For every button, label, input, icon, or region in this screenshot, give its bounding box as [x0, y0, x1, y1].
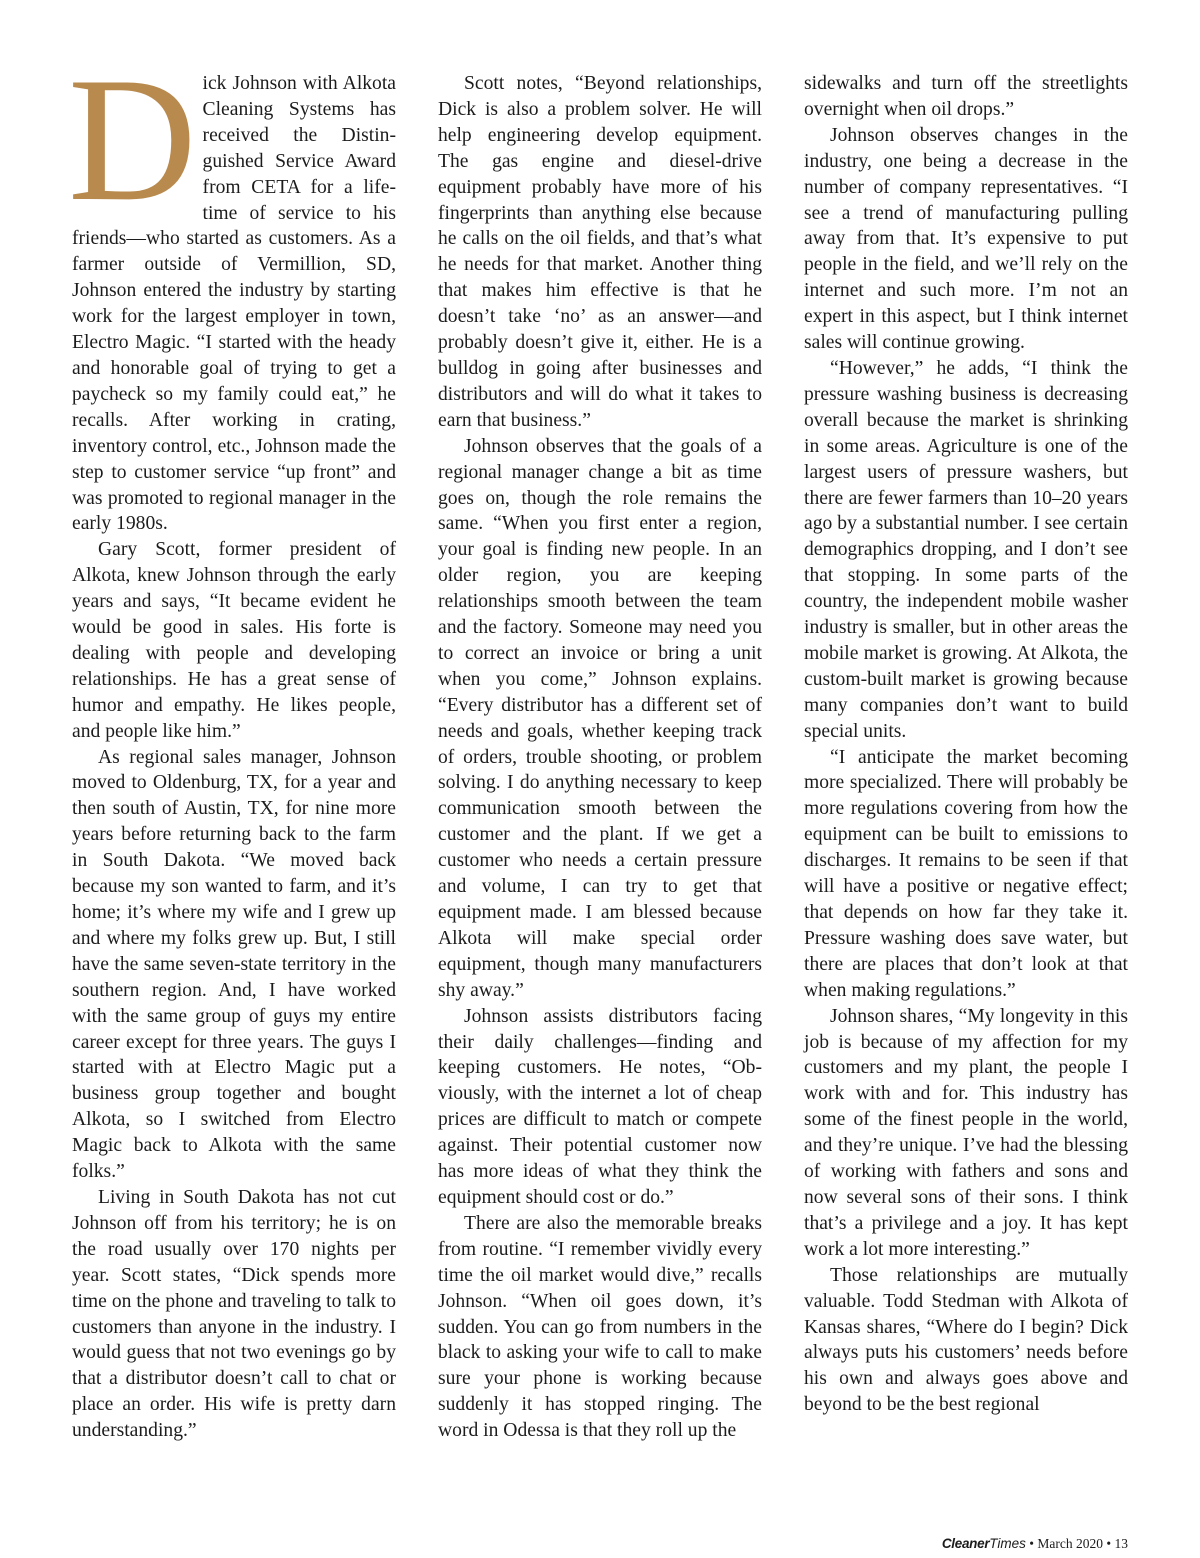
article-paragraph: “However,” he adds, “I think the pressure washing business is decreasing overall because the market is shrinking in some areas. Agriculture is one of the largest users of pressure washers, but there are fewer farmers than 10–20 years ago by a substantial number. I see certain demographics dropping, and I don’t see that stopping. In some parts of the country, the independent mobile washer industry is smaller, but in other areas the mobile market is growing. At Alkota, the custom-built market is growing because many companies don’t want to build special units. [804, 357, 1128, 742]
page-footer [942, 1536, 1128, 1552]
article-paragraph: “I anticipate the market becoming more specialized. There will probably be more regulations covering from how the equipment can be built to emissions to discharges. It remains to be seen if that will have a positive or negative effect; that depends on how far they take it. Pressure washing does save water, but there are places that don’t look at that when making regulations.” [804, 746, 1128, 1001]
article-column-1 [68, 40, 396, 1444]
drop-cap: D [68, 40, 197, 238]
article-column-3 [804, 71, 1128, 1418]
article-paragraph: Johnson assists distributors facing their daily challenges—finding and keeping customers. He notes, “Obviously, with the internet a lot of cheap prices are difficult to match or compete against. Their potential customer now has more ideas of what they think the equipment should cost or do.” [438, 1005, 762, 1208]
paragraph-text: ick Johnson with Alkota Cleaning Systems has received the Distinguished Service Award from CETA for a lifetime of service to his friends—who started as customers. As a farmer outside of Vermillion, SD, Johnson entered the industry by starting work for the largest employer in town, Electro Magic. “I started with the heady and honorable goal of trying to get a paycheck so my family could eat,” he recalls. After working in crating, inventory control, etc., Johnson made the step to customer service “up front” and was promoted to regional manager in the early 1980s. [72, 73, 396, 535]
footer-separator: • [1106, 1536, 1112, 1551]
article-column-2 [438, 71, 762, 1444]
article-paragraph: Johnson observes that the goals of a regional manager change a bit as time goes on, though the role remains the same. “When you first enter a region, your goal is finding new people. In an older region, you are keeping relationships smooth between the team and the factory. Someone may need you to correct an invoice or bring a unit when you come,” Johnson explains. “Every distributor has a different set of needs and goals, whether keeping track of orders, trouble shooting, or problem solving. I do anything necessary to keep communication smooth between the customer and the plant. If we get a customer who needs a certain pressure and volume, I can try to get that equipment made. I am blessed because Alkota will make special order equipment, though many manufacturers shy away.” [438, 435, 762, 1001]
publication-brand: Cleaner [941, 1536, 990, 1551]
article-paragraph: As regional sales manager, Johnson moved to Oldenburg, TX, for a year and then south of Austin, TX, for nine more years before returning back to the farm in South Dakota. “We moved back because my son wanted to farm, and it’s home; it’s where my wife and I grew up and where my folks grew up. But, I still have the same seven-state territory in the southern region. And, I have worked with the same group of guys my entire career except for three years. The guys I started with at Electro Magic put a business group together and bought Alkota, so I switched from Electro Magic back to Alkota with the same folks.” [72, 746, 396, 1183]
article-paragraph: Johnson observes changes in the industry, one being a decrease in the number of company representatives. “I see a trend of manufacturing pulling away from that. It’s expensive to put people in the field, and we’ll rely on the internet and such more. I’m not an expert in this aspect, but I think internet sales will continue growing. [804, 124, 1128, 354]
article-paragraph: Gary Scott, former president of Alkota, knew Johnson through the early years and says, “It became evident he would be good in sales. His forte is dealing with people and developing relationships. He has a great sense of humor and empathy. He likes people, and people like him.” [72, 539, 396, 742]
publication-brand-suffix: Times [989, 1536, 1026, 1551]
article-paragraph: Scott notes, “Beyond relationships, Dick is also a problem solver. He will help engineering develop equipment. The gas engine and diesel-drive equipment probably have more of his fingerprints than anything else because he calls on the oil fields, and that’s what he needs for that market. Another thing that makes him effective is that he doesn’t take ‘no’ as an answer—and probably doesn’t give it, either. He is a bulldog in going after businesses and distributors and will do what it takes to earn that business.” [438, 73, 762, 431]
article-paragraph: There are also the memorable breaks from routine. “I remember vividly every time the oil market would dive,” recalls Johnson. “When oil goes down, it’s sudden. You can go from numbers in the black to asking your wife to call to make sure your phone is working because suddenly it has stopped ringing. The word in Odessa is that they roll up the [438, 1212, 762, 1442]
issue-date: March 2020 [1037, 1536, 1104, 1551]
article-paragraph: Living in South Dakota has not cut Johnson off from his territory; he is on the road usually over 170 nights per year. Scott states, “Dick spends more time on the phone and traveling to talk to customers than anyone in the industry. I would guess that not two evenings go by that a distributor doesn’t call to chat or place an order. His wife is pretty darn understanding.” [72, 1186, 396, 1442]
footer-separator: • [1029, 1536, 1035, 1551]
article-paragraph: sidewalks and turn off the streetlights overnight when oil drops.” [804, 73, 1128, 120]
page-number: 13 [1114, 1536, 1128, 1551]
article-paragraph: Johnson shares, “My longevity in this job is because of my affection for my customers and my plant, the people I work with and for. This industry has some of the finest people in the world, and they’re unique. I’ve had the blessing of working with fathers and sons and now several sons of their sons. I think that’s a privilege and a joy. It has kept work a lot more interesting.” [804, 1005, 1128, 1260]
article-paragraph [68, 40, 396, 537]
article-paragraph: Those relationships are mutually valuable. Todd Stedman with Alkota of Kansas shares, “Where do I begin? Dick always puts his customers’ needs before his own and always goes above and beyond to be the best regional [804, 1264, 1128, 1416]
